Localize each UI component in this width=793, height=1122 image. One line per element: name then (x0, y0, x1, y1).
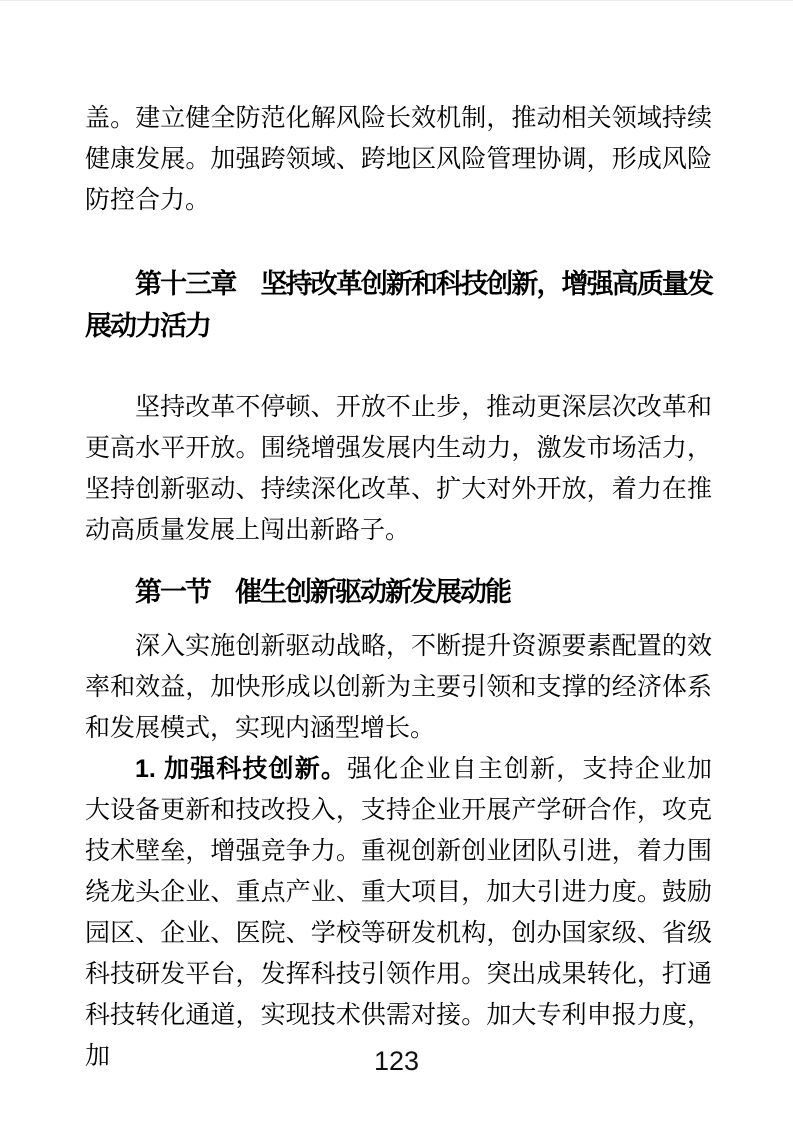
paragraph-reform: 坚持改革不停顿、开放不止步，推动更深层次改革和更高水平开放。围绕增强发展内生动力，激发市场活力，坚持创新驱动、持续深化改革、扩大对外开放，着力在推动高质量发展上闯出新路子。 (85, 394, 712, 544)
paragraph-risk-continuation: 盖。建立健全防范化解风险长效机制，推动相关领域持续健康发展。加强跨领域、跨地区风险管理协调，形成风险防控合力。 (85, 105, 712, 214)
item1-body-text: 强化企业自主创新，支持企业加大设备更新和技改投入，支持企业开展产学研合作，攻克技术壁垒，增强竞争力。重视创新创业团队引进，着力围绕龙头企业、重点产业、重大项目，加大引进力度。鼓励园区、企业、医院、学校等研发机构，创办国家级、省级科技研发平台，发挥科技引领作用。突出成果转化，打通科技转化通道，实现技术供需对接。加大专利申报力度，加 (85, 756, 712, 1070)
page-footer (0, 1048, 793, 1075)
paragraph-item1-science-innovation (85, 749, 712, 1077)
page-body (85, 98, 712, 1077)
page-number: 123 (373, 1046, 420, 1076)
chapter-heading: 第十三章 坚持改革创新和科技创新，增强高质量发展动力活力 (85, 269, 712, 341)
item1-lead-label: 1. 加强科技创新。 (135, 755, 348, 783)
paragraph-innovation-strategy: 深入实施创新驱动战略，不断提升资源要素配置的效率和效益，加快形成以创新为主要引领和支撑的经济体系和发展模式，实现内涵型增长。 (85, 633, 712, 742)
section-heading: 第一节 催生创新驱动新发展动能 (135, 577, 510, 607)
